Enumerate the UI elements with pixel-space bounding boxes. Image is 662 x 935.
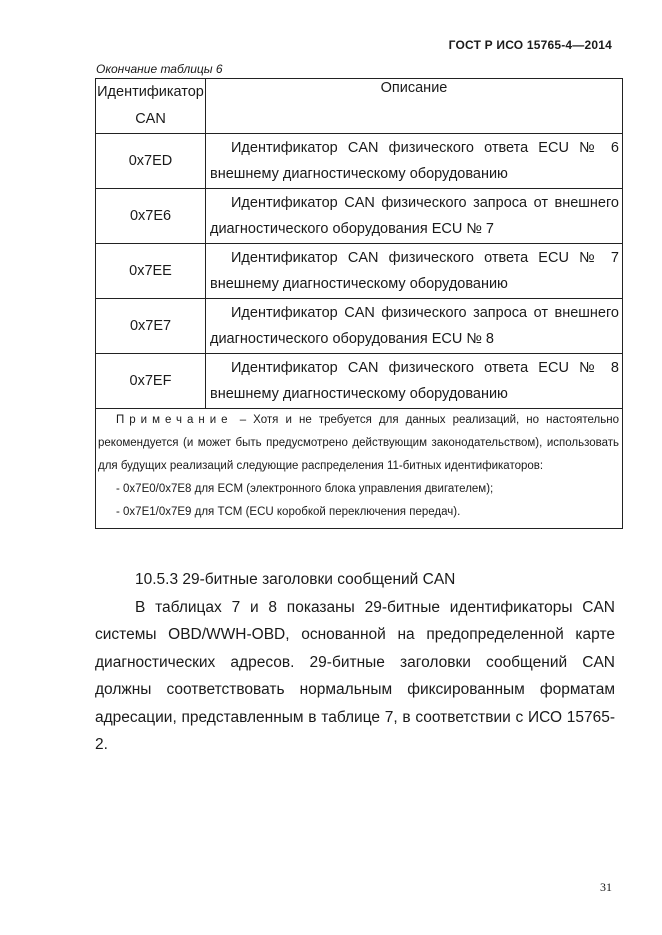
table-row	[96, 189, 623, 244]
note-main-text	[98, 409, 619, 478]
body-paragraph: В таблицах 7 и 8 показаны 29-битные идентификаторы CAN системы OBD/WWH-OBD, основанной на предопределенной карте диагностических адресов. 29-битные заголовки сообщений CAN должны соответствовать нормальным фиксированным форматам адресации, представленным в таблице 7, в соответствии с ИСО 15765-2.	[95, 598, 615, 753]
table-note	[96, 409, 623, 529]
note-list-item: - 0x7E1/0x7E9 для TCM (ECU коробкой переключения передач).	[116, 506, 461, 518]
column-header-description: Описание	[206, 79, 623, 134]
standard-header: ГОСТ Р ИСО 15765-4—2014	[448, 38, 612, 52]
note-text: – Хотя и не требуется для данных реализаций, но настоятельно рекомендуется (и может быть предусмотрено действующим законодательством), использовать для будущих реализаций следующие распределения 11-битных идентификаторов:	[98, 414, 619, 472]
row-description: Идентификатор CAN физического ответа ECU № 6 внешнему диагностическому оборудованию	[206, 134, 623, 189]
note-list-item: - 0x7E0/0x7E8 для ECM (электронного блока управления двигателем);	[116, 483, 494, 495]
body-text	[95, 566, 615, 759]
row-description: Идентификатор CAN физического запроса от внешнего диагностического оборудования ECU № 8	[206, 299, 623, 354]
row-identifier: 0x7EF	[96, 354, 206, 409]
table-caption: Окончание таблицы 6	[96, 62, 223, 76]
table-row	[96, 299, 623, 354]
table-header-row	[96, 79, 623, 134]
row-identifier: 0x7EE	[96, 244, 206, 299]
row-description: Идентификатор CAN физического ответа ECU № 7 внешнему диагностическому оборудованию	[206, 244, 623, 299]
table-row	[96, 354, 623, 409]
row-description: Идентификатор CAN физического запроса от внешнего диагностического оборудования ECU № 7	[206, 189, 623, 244]
table-note-row	[96, 409, 623, 529]
table-row	[96, 244, 623, 299]
note-label: Примечание	[116, 414, 233, 426]
table-row	[96, 134, 623, 189]
row-identifier: 0x7E7	[96, 299, 206, 354]
column-header-identifier-line1: Идентификатор	[97, 84, 204, 100]
section-heading: 10.5.3 29-битные заголовки сообщений CAN	[135, 571, 456, 588]
can-identifier-table	[95, 78, 623, 529]
page-number: 31	[600, 880, 612, 894]
column-header-identifier	[96, 79, 206, 134]
column-header-identifier-line2: CAN	[135, 111, 166, 127]
row-identifier: 0x7ED	[96, 134, 206, 189]
row-identifier: 0x7E6	[96, 189, 206, 244]
row-description: Идентификатор CAN физического ответа ECU № 8 внешнему диагностическому оборудованию	[206, 354, 623, 409]
